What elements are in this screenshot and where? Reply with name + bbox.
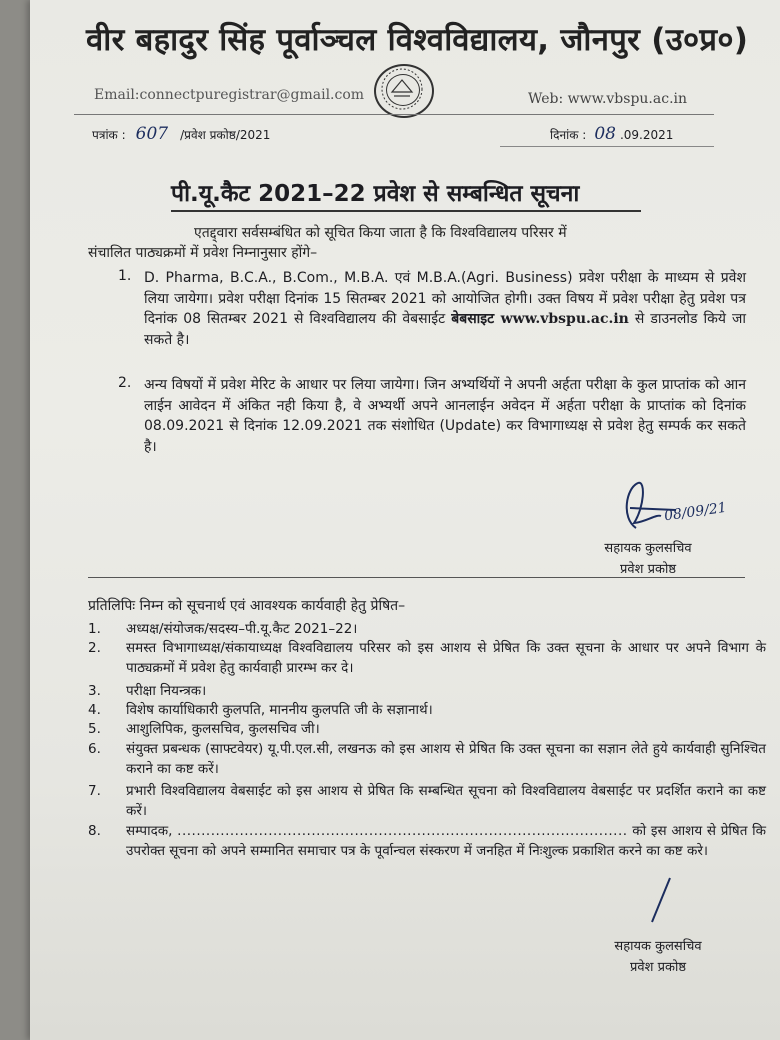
copy-item-text: अध्यक्ष/संयोजक/सदस्य–पी.यू.कैट 2021–22।: [126, 621, 358, 637]
date-rest: .09.2021: [619, 128, 674, 142]
signatory-office: प्रवेश प्रकोष्ठ: [629, 960, 686, 975]
item-1-website: बेबसाइट www.vbspu.ac.in: [451, 311, 629, 327]
copy-item-6: [88, 740, 766, 780]
copy-item-number: 2.: [88, 640, 101, 656]
letter-page: [30, 0, 780, 1040]
copy-item-number: 1.: [88, 621, 101, 637]
copy-item-3: [88, 682, 748, 702]
copy-item-text: आशुलिपिक, कुलसचिव, कुलसचिव जी।: [126, 721, 320, 737]
copy-item-number: 8.: [88, 823, 101, 839]
university-seal-icon: [374, 64, 434, 118]
signature-date: 08/09/21: [663, 499, 728, 525]
intro-line-1: एतद्द्वारा सर्वसम्बंधित को सूचित किया जाता है कि विश्वविद्यालय परिसर में: [194, 225, 567, 241]
item-1-text: [144, 268, 746, 350]
copy-item-1: [88, 620, 748, 640]
university-title: वीर बहादुर सिंह पूर्वाञ्चल विश्वविद्यालय, जौनपुर (उ०प्र०): [86, 22, 749, 58]
item-2-number: 2.: [118, 375, 132, 391]
copy-item-7: [88, 782, 766, 822]
title-underline: [171, 210, 641, 212]
ref-dept: /प्रवेश प्रकोष्ठ/2021: [180, 128, 271, 142]
intro-line-2: संचालित पाठ्यक्रमों में प्रवेश निम्नानुसार होंगे–: [88, 245, 318, 261]
signatory-designation: सहायक कुलसचिव: [614, 939, 702, 954]
website-address: Web: www.vbspu.ac.in: [528, 91, 688, 107]
signatory-block-2: [598, 936, 718, 978]
signatory-designation: सहायक कुलसचिव: [604, 541, 692, 556]
item-1-number: 1.: [118, 268, 132, 284]
copy-item-text: परीक्षा नियन्त्रक।: [126, 683, 207, 699]
editor-label: सम्पादक,: [126, 823, 173, 839]
item-1-body: D. Pharma, B.C.A., B.Com., M.B.A. एवं M.B.A.(Agri. Business) प्रवेश परीक्षा के माध्यम से प्रवेश लिया जायेगा। प्रवेश परीक्षा दिनांक 15 सितम्बर 2021 को आयोजित होगी। उक्त विषय में प्रवेश परीक्षा हेतु प्रवेश पत्र दिनांक 08 सितम्बर 2021 से विश्वविद्यालय की वेबसाईट: [144, 270, 746, 327]
copy-item-number: 5.: [88, 721, 101, 737]
item-1-tail: से डाउनलोड किये जा सकते है।: [144, 311, 746, 348]
date-underline: [500, 146, 714, 147]
copy-item-5: [88, 720, 748, 740]
copy-item-8: [88, 822, 766, 882]
reference-line: [92, 124, 270, 144]
copy-item-text: संयुक्त प्रबन्धक (साफ्टवेयर) यू.पी.एल.सी, लखनऊ को इस आशय से प्रेषित कि उक्त सूचना का सज्ञान लेते हुये कार्यवाही सुनिश्चित कराने का कष्ट करें।: [126, 741, 766, 777]
email-address: Email:connectpuregistrar@gmail.com: [94, 87, 365, 103]
copy-item-number: 7.: [88, 783, 101, 799]
signatory-office: प्रवेश प्रकोष्ठ: [619, 562, 676, 577]
date-day: 08: [594, 124, 616, 144]
copy-item-text: प्रभारी विश्वविद्यालय वेबसाईट को इस आशय से प्रेषित कि सम्बन्धित सूचना को विश्वविद्यालय वेबसाईट पर प्रदर्शित कराने का कष्ट करें।: [126, 783, 766, 819]
editor-text: को इस आशय से प्रेषित कि उपरोक्त सूचना को अपने सम्मानित समाचार पत्र के पूर्वान्चल संस्करण में जनहित में निःशुल्क प्रकाशित करने का कष्ट करे।: [126, 823, 766, 859]
item-2-text: अन्य विषयों में प्रवेश मेरिट के आधार पर लिया जायेगा। जिन अभ्यर्थियों ने अपनी अर्हता परीक्षा के कुल प्राप्तांक को आन लाईन आवेदन में अंकित नही किया है, वे अभ्यर्थी अपने आनलाईन अवेदन में अर्हता परीक्षा के प्राप्तांक को दिनांक 08.09.2021 से दिनांक 12.09.2021 तक संशोधित (Update) कर विभागाध्यक्ष से प्रवेश हेतु सम्पर्क कर सकते है।: [144, 377, 746, 455]
copy-item-number: 3.: [88, 683, 101, 699]
signatory-block-1: [593, 538, 703, 580]
copy-item-text: [126, 822, 766, 861]
copy-item-text: समस्त विभागाध्यक्ष/संकायाध्यक्ष विश्वविद्यालय परिसर को इस आशय से प्रेषित कि उक्त सूचना के आधार पर अपने विभाग के पाठ्यक्रमों में प्रवेश हेतु कार्यवाही प्रारम्भ कर दे।: [126, 640, 766, 676]
ref-label: पत्रांक :: [92, 128, 126, 142]
signature-mark-2: [646, 876, 676, 926]
copy-item-4: [88, 701, 748, 721]
copy-heading: प्रतिलिपिः निम्न को सूचनार्थ एवं आवश्यक कार्यवाही हेतु प्रेषित–: [88, 598, 406, 614]
copy-item-text: विशेष कार्याधिकारी कुलपति, माननीय कुलपति जी के सज्ञानार्थ।: [126, 702, 433, 718]
date-line: [550, 124, 673, 144]
header-divider: [74, 114, 714, 115]
section-divider: [88, 577, 745, 578]
copy-item-number: 6.: [88, 741, 101, 757]
copy-item-2: [88, 639, 766, 679]
ref-number: 607: [135, 124, 169, 144]
copy-item-number: 4.: [88, 702, 101, 718]
date-label: दिनांक :: [550, 128, 587, 142]
notice-title: पी.यू.कैट 2021–22 प्रवेश से सम्बन्धित सूचना: [171, 181, 580, 207]
editor-blank: ..............................................................................................: [177, 823, 628, 839]
